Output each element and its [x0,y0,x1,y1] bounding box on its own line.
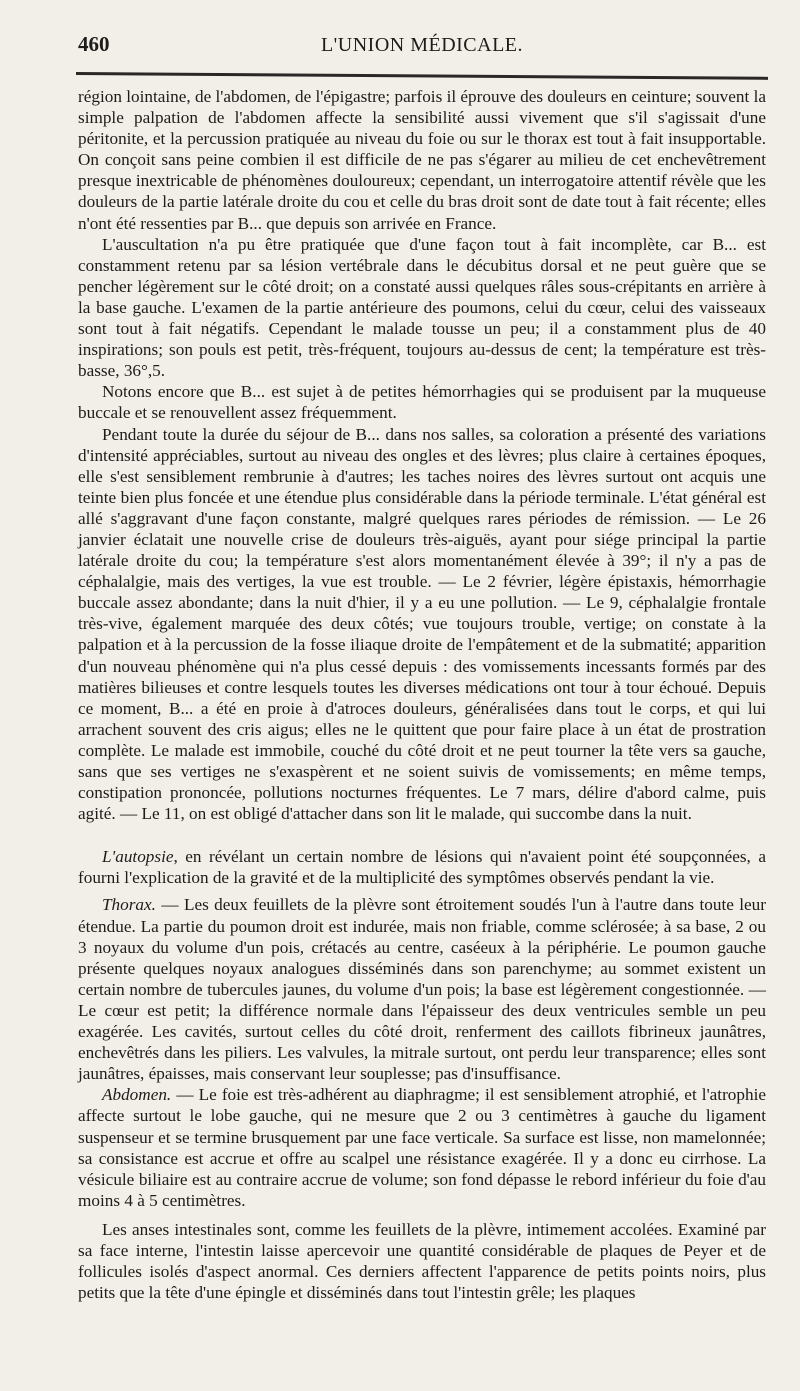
paragraph-intestin: Les anses intestinales sont, comme les feuillets de la plèvre, intimement accolées. Examiné par sa face interne, l'intestin laisse apercevoir une quantité considérable de plaques de Peyer et de follicules isolés d'aspect anormal. Ces derniers affectent l'apparence de petits points noirs, plus petits que la tête d'une épingle et disséminés dans tout l'intestin grêle; les plaques [78,1219,766,1303]
body-text [78,86,766,1303]
paragraph-thorax [78,894,766,1084]
paragraph-continuation: région lointaine, de l'abdomen, de l'épigastre; parfois il éprouve des douleurs en ceinture; souvent la simple palpation de l'abdomen affecte la sensibilité aussi vivement que s'il s'agissait d'une péritonite, et la percussion pratiquée au niveau du foie ou sur le thorax est tout à fait insupportable. On conçoit sans peine combien il est difficile de ne pas s'égarer au milieu de cet enchevêtrement presque inextricable de phénomènes douloureux; cependant, un interrogatoire attentif révèle que les douleurs de la partie latérale droite du cou et celle du bras droit sont de date tout à fait récente; elles n'ont été ressenties par B... que depuis son arrivée en France. [78,87,766,233]
paragraph-auscultation: L'auscultation n'a pu être pratiquée que d'une façon tout à fait incomplète, car B... est constamment retenu par sa lésion vertébrale dans le décubitus dorsal et ne peut guère que se pencher légèrement sur le côté droit; on a constaté aussi quelques râles sous-crépitants en arrière à la base gauche. L'examen de la partie antérieure des poumons, celui du cœur, celui des vaisseaux sont tout à fait négatifs. Cependant le malade tousse un peu; il a constamment plus de 40 inspirations; son pouls est petit, très-fréquent, toujours au-dessus de cent; la température est très-basse, 36°,5. [78,234,766,381]
paragraph-autopsie-text: , en révélant un certain nombre de lésions qui n'avaient point été soupçonnées, a fourni l'explication de la gravité et de la multiplicité des symptômes observés pendant la vie. [78,847,766,888]
paragraph-abdomen [78,1084,766,1211]
paragraph-abdomen-text: — Le foie est très-adhérent au diaphragme; il est sensiblement atrophié, et l'atrophie affecte surtout le lobe gauche, qui ne mesure que 2 ou 3 centimètres à gauche du ligament suspenseur et se termine brusquement par une face verticale. Sa surface est lisse, non mamelonnée; sa consistance est accrue et offre au scalpel une résistance exagérée. Il y a donc eu cirrhose. La vésicule biliaire est au contraire accrue de volume; son fond dépasse le rebord inférieur du foie d'au moins 4 à 5 centimètres. [78,1085,766,1210]
paragraph-thorax-text: — Les deux feuillets de la plèvre sont étroitement soudés l'un à l'autre dans toute leur étendue. La partie du poumon droit est indurée, mais non friable, comme sclérosée; à sa base, 2 ou 3 noyaux du volume d'un pois, crétacés au centre, caséeux à la périphérie. Le poumon gauche présente quelques noyaux analogues disséminés dans son parenchyme; au sommet existent un certain nombre de tubercules jaunes, du volume d'un pois; la base est légèrement congestionnée. — Le cœur est petit; la différence normale dans l'épaisseur des deux ventricules semble un peu exagérée. Les cavités, surtout celles du côté droit, renferment des caillots fibrineux jaunâtres, enchevêtrés dans les piliers. Les valvules, la mitrale surtout, ont perdu leur transparence; elles sont jaunâtres, épaisses, mais conservant leur souplesse; pas d'insuffisance. [78,895,766,1084]
paragraph-hemorrhagies: Notons encore que B... est sujet à de petites hémorrhagies qui se produisent par la muqueuse buccale et se renouvellent assez fréquemment. [78,382,766,423]
lead-autopsie: L'autopsie [102,847,174,867]
header-rule [76,72,768,80]
paragraph-autopsie [78,846,766,888]
paragraph-sejour: Pendant toute la durée du séjour de B... dans nos salles, sa coloration a présenté des variations d'intensité appréciables, surtout au niveau des ongles et des lèvres; plus claire à certaines époques, elle s'est sensiblement rembrunie à d'autres; les taches noires des lèvres surtout ont acquis une teinte bien plus foncée et une étendue plus considérable dans la période terminale. L'état général est allé s'aggravant d'une façon constante, malgré quelques rares périodes de rémission. — Le 26 janvier éclatait une nouvelle crise de douleurs très-aiguës, ayant pour siége principal la partie latérale droite du cou; la température s'est alors momentanément élevée à 39°; il n'y a pas de céphalalgie, mais des vertiges, la vue est trouble. — Le 2 février, légère épistaxis, hémorrhagie buccale assez abondante; dans la nuit d'hier, il y a eu une pollution. — Le 9, céphalalgie frontale très-vive, également marquée des deux côtés; vue toujours trouble, vertige; on constate à la palpation et à la percussion de la fosse iliaque droite de l'empâtement et de la submatité; apparition d'un nouveau phénomène qui n'a plus cessé depuis : des vomissements incessants formés par des matières bilieuses et contre lesquels toutes les diverses médications ont tour à tour échoué. Depuis ce moment, B... a été en proie à d'atroces douleurs, généralisées dans tout le corps, et qui lui arrachent souvent des cris aigus; elles ne le quittent que pour faire place à un état de prostration complète. Le malade est immobile, couché du côté droit et ne peut tourner la tête vers sa gauche, sans que ses vertiges ne s'exaspèrent et ne soient suivis de vomissements; en même temps, constipation prononcée, pollutions nocturnes fréquentes. Le 7 mars, délire d'abord calme, puis agité. — Le 11, on est obligé d'attacher dans son lit le malade, qui succombe dans la nuit. [78,424,766,824]
page-header [78,32,766,66]
running-title: L'UNION MÉDICALE. [320,34,524,56]
lead-abdomen: Abdomen. [102,1085,172,1105]
lead-thorax: Thorax. [102,895,156,915]
page-number: 460 [78,32,110,56]
